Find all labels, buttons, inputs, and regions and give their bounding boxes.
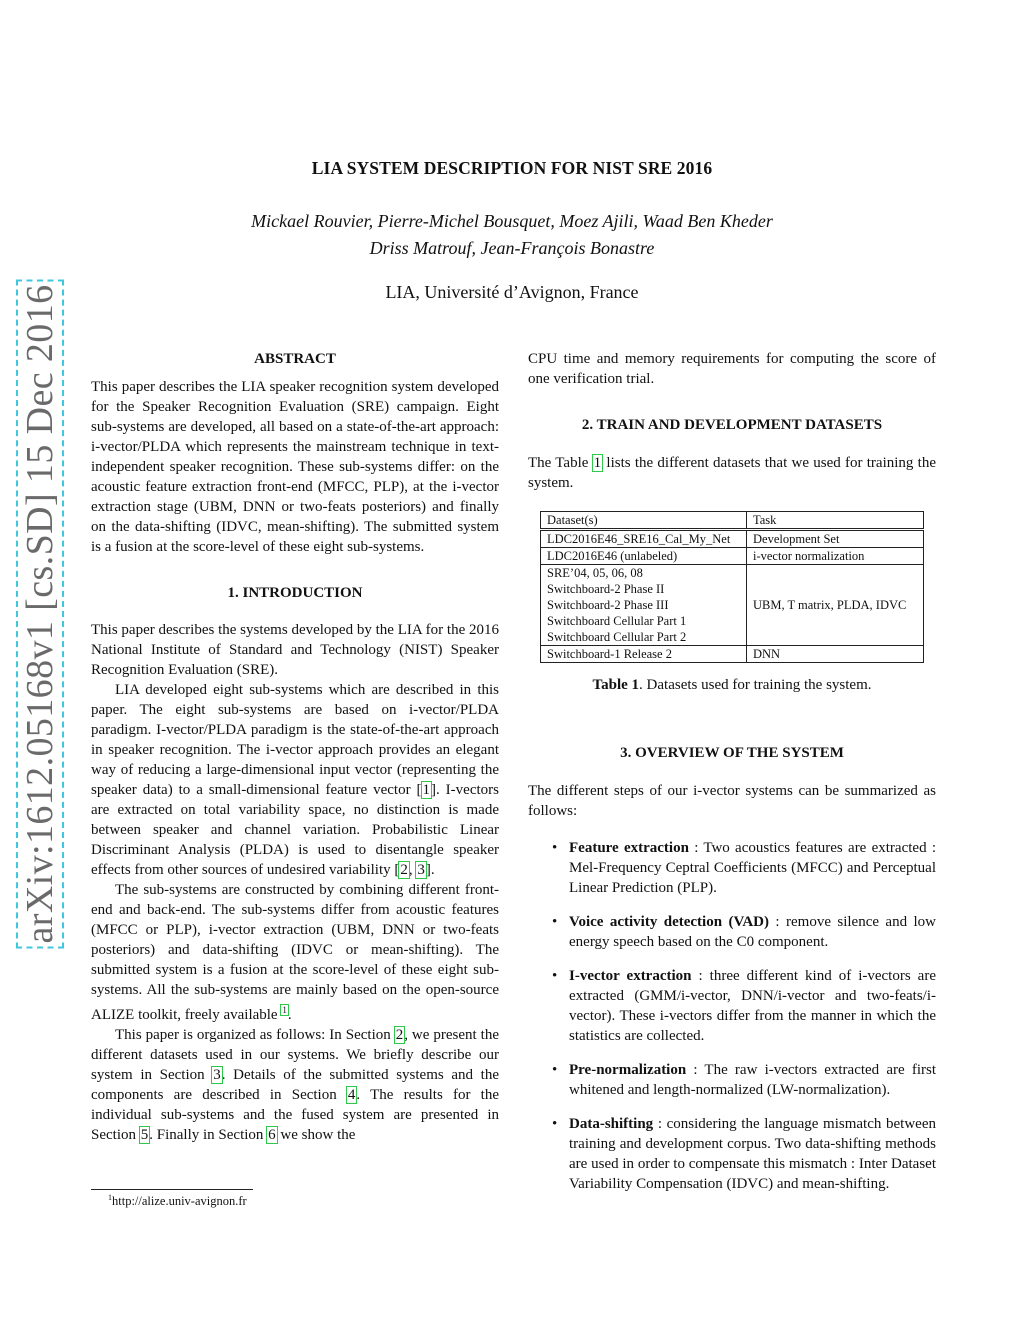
table-header-dataset: Dataset(s) [541,512,747,530]
table-cell-dataset: Switchboard-1 Release 2 [541,646,747,663]
bullet-icon: • [552,1116,558,1132]
table-cell-dataset: LDC2016E46 (unlabeled) [541,548,747,565]
intro-paragraph-3: The sub-systems are constructed by combining different front-end and back-end. The sub-systems differ from acoustic features (MFCC or PLP), i-vector extraction (UBM, DNN or two-feats posteriors) and data-shifting (IDVC or mean-shifting). The submitted system is a fusion at the score-level of these eight sub-systems. All the sub-systems are mainly based on the open-source ALIZE toolkit, freely available $^1$. [91,882,499,1023]
intro-paragraph-1: This paper describes the systems developed by the LIA for the 2016 National Institute of Standard and Technology (NIST) Speaker Recognition Evaluation (SRE). [91,622,499,678]
abstract-heading: ABSTRACT [254,351,336,367]
intro-paragraph-4: This paper is organized as follows: In Section 2, we present the different datasets used in our systems. We briefly describe our system in Section 3. Details of the submitted systems and the components are described in Section 4. The results for the individual sub-systems and the fused system are presented in Section 5. Finally in Section 6 we show the [91,1027,499,1143]
table-cell-dataset: LDC2016E46_SRE16_Cal_My_Net [541,530,747,548]
section-link-3[interactable]: 3 [213,1067,221,1083]
overview-intro: The different steps of our i-vector systems can be summarized as follows: [528,783,936,819]
footnote-url[interactable]: http://alize.univ-avignon.fr [112,1194,247,1209]
paper-title: LIA SYSTEM DESCRIPTION FOR NIST SRE 2016 [311,158,713,178]
table-cell-task: i-vector normalization [747,548,924,565]
section-link-6[interactable]: 6 [268,1127,276,1143]
bullet-icon: • [552,914,558,930]
list-item: • I-vector extraction : three different kind of i-vectors are extracted (GMM/i-vector, DNN/i-vector and two-feats/i-vector). These i-vectors differ from the manner in which the statistics are collected. [552,968,936,1044]
section-link-2[interactable]: 2 [395,1027,404,1043]
citation-link-3[interactable]: 3 [417,862,425,878]
left-column [91,349,499,1145]
list-item: • Pre-normalization : The raw i-vectors extracted are first whitened and length-normalized (LW-normalization). [552,1062,936,1098]
citation-link-2[interactable]: 2 [400,862,408,878]
table-link-1[interactable]: 1 [593,455,602,471]
footnote: $^1$http://alize.univ-avignon.fr [108,1193,247,1209]
table-cell-task: UBM, T matrix, PLDA, IDVC [747,565,924,646]
bullet-icon: • [552,1062,558,1078]
footnote-rule [91,1189,253,1190]
list-item: • Data-shifting : considering the language mismatch between training and development corpus. Two data-shifting methods are used in order to compensate this mismatch : Inter Dataset Variability Compensation (IDVC) and mean-shifting. [552,1116,936,1192]
abstract-text: This paper describes the LIA speaker recognition system developed for the Speaker Recognition Evaluation (SRE) campaign. Eight sub-systems are developed, all based on a state-of-the-art approach: i-vector/PLDA which represents the mainstream technique in text-independent speaker recognition. These sub-systems differ: on the acoustic feature extraction front-end (MFCC, PLP), at the i-vector extraction stage (UBM, DNN or two-feats posteriors) and finally on the data-shifting (IDVC, mean-shifting). The submitted system is a fusion at the score-level of these eight sub-systems. [91,379,499,555]
datasets-heading: 2. TRAIN AND DEVELOPMENT DATASETS [581,417,883,433]
section-link-5[interactable]: 5 [140,1127,149,1143]
authors-line-1: Mickael Rouvier, Pierre-Michel Bousquet, Moez Ajili, Waad Ben Kheder [251,211,773,231]
citation-link-1[interactable]: 1 [422,782,430,798]
table-row [541,530,924,548]
datasets-intro: The Table 1 lists the different datasets that we used for training the system. [528,455,936,491]
table-caption: Table 1. Datasets used for training the system. [592,677,872,693]
arxiv-identifier[interactable]: arXiv:1612.05168v1 [cs.SD] 15 Dec 2016 [19,284,61,944]
table-row [541,548,924,565]
list-item: • Voice activity detection (VAD) : remove silence and low energy speech based on the C0 component. [552,914,936,950]
section-link-4[interactable]: 4 [347,1087,356,1103]
right-column-bottom [528,743,936,1208]
list-item: • Feature extraction : Two acoustics features are extracted : Mel-Frequency Ceptral Coefficients (MFCC) and Perceptual Linear Prediction (PLP). [552,840,936,896]
table-header-task: Task [747,512,924,530]
authors-line-2: Driss Matrouf, Jean-François Bonastre [369,238,655,258]
table-cell-dataset-group: SRE’04, 05, 06, 08 Switchboard-2 Phase II Switchboard-2 Phase III Switchboard Cellular Part 1 Switchboard Cellular Part 2 [541,565,747,646]
right-column-top [528,349,936,493]
bullet-icon: • [552,840,558,856]
continuation-text: CPU time and memory requirements for computing the score of one verification trial. [528,351,936,387]
bullet-icon: • [552,968,558,984]
intro-paragraph-2: LIA developed eight sub-systems which are described in this paper. The eight sub-systems are based on i-vector/PLDA paradigm. I-vector/PLDA paradigm is the state-of-the-art approach in speaker recognition. The i-vector approach provides an elegant way of reducing a large-dimensional input vector (representing the speaker data) to a small-dimensional feature vector [1]. I-vectors are extracted on total variability space, no distinction is made between speaker and channel variation. Probabilistic Linear Discriminant Analysis (PLDA) is used to disentangle speaker effects from other sources of undesired variability [2, 3]. [91,682,499,878]
system-steps-list [528,838,936,1194]
author-list [0,208,1024,262]
table-cell-task: DNN [747,646,924,663]
overview-heading: 3. OVERVIEW OF THE SYSTEM [620,745,844,761]
affiliation: LIA, Université d’Avignon, France [385,282,639,302]
table-cell-task: Development Set [747,530,924,548]
table-header-row [541,512,924,530]
datasets-table [540,511,924,663]
table-row [541,646,924,663]
table-row [541,565,924,646]
intro-heading: 1. INTRODUCTION [227,585,363,601]
footnote-link-1[interactable]: 1 [282,1005,287,1015]
